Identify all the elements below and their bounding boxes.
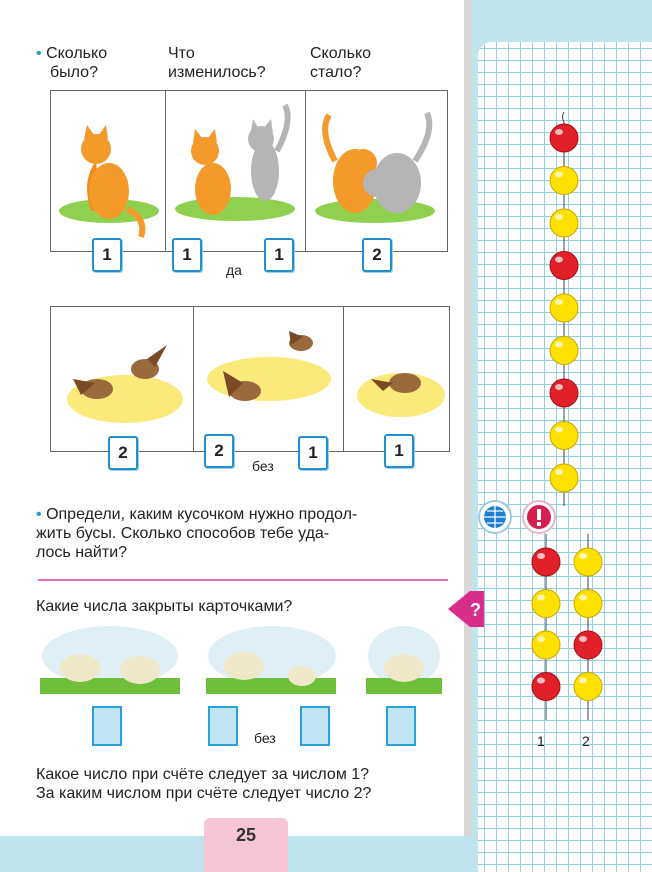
number-card: 2 bbox=[204, 434, 234, 468]
number-card: 2 bbox=[362, 238, 392, 272]
red-bead bbox=[532, 673, 560, 701]
bead-highlight bbox=[555, 172, 563, 178]
bead-highlight bbox=[555, 214, 563, 220]
question-how-many-were: • Сколько было? bbox=[36, 45, 108, 81]
bullet-icon: • bbox=[36, 45, 42, 62]
yellow-bead bbox=[550, 294, 578, 322]
yellow-bead bbox=[550, 422, 578, 450]
bead-string-label: 2 bbox=[582, 733, 590, 749]
red-bead bbox=[550, 252, 578, 280]
yellow-bead bbox=[574, 590, 602, 618]
bead-highlight bbox=[555, 129, 563, 135]
bead-highlight bbox=[555, 257, 563, 263]
yellow-bead bbox=[550, 464, 578, 492]
number-card: 1 bbox=[384, 434, 414, 468]
word-da: да bbox=[226, 262, 242, 278]
red-bead bbox=[532, 548, 560, 576]
beads-task-text: • Определи, каким кусочком нужно продол- жить бусы. Сколько способов тебе уда- лось найти? bbox=[36, 506, 358, 561]
bead-highlight bbox=[537, 553, 545, 559]
word-bez: без bbox=[252, 458, 274, 474]
page-number: 25 bbox=[204, 818, 288, 872]
bead-highlight bbox=[579, 636, 587, 642]
cards-task-title: Какие числа закрыты карточками? bbox=[36, 598, 293, 615]
bead-highlight bbox=[555, 427, 563, 433]
word-bez: без bbox=[254, 730, 276, 746]
bead-highlight bbox=[555, 469, 563, 475]
bead-highlight bbox=[537, 636, 545, 642]
red-bead bbox=[550, 379, 578, 407]
bead-string-long bbox=[550, 112, 578, 506]
bead-highlight bbox=[555, 342, 563, 348]
bead-highlight bbox=[579, 595, 587, 601]
svg-text:?: ? bbox=[470, 600, 481, 620]
number-card: 1 bbox=[172, 238, 202, 272]
bullet-icon: • bbox=[36, 506, 42, 523]
bead-highlight bbox=[579, 553, 587, 559]
number-card: 1 bbox=[298, 436, 328, 470]
counting-questions: Какое число при счёте следует за числом 1? За каким числом при счёте следует число 2? bbox=[36, 766, 372, 802]
bead-highlight bbox=[555, 299, 563, 305]
yellow-bead bbox=[532, 590, 560, 618]
question-what-changed: Что изменилось? bbox=[168, 45, 266, 81]
number-card: 2 bbox=[108, 436, 138, 470]
yellow-bead bbox=[550, 167, 578, 195]
bead-highlight bbox=[537, 678, 545, 684]
yellow-bead bbox=[550, 209, 578, 237]
bead-highlight bbox=[537, 595, 545, 601]
bead-highlight bbox=[555, 384, 563, 390]
yellow-bead bbox=[532, 631, 560, 659]
yellow-bead bbox=[550, 337, 578, 365]
red-bead bbox=[550, 124, 578, 152]
yellow-bead bbox=[574, 673, 602, 701]
bead-highlight bbox=[579, 678, 587, 684]
question-how-many-became: Сколько стало? bbox=[310, 45, 372, 81]
yellow-bead bbox=[574, 548, 602, 576]
number-card: 1 bbox=[264, 238, 294, 272]
bead-string-2 bbox=[574, 534, 602, 720]
number-card: 1 bbox=[92, 238, 122, 272]
bead-string-label: 1 bbox=[537, 733, 545, 749]
bead-string-1 bbox=[532, 534, 560, 720]
red-bead bbox=[574, 631, 602, 659]
